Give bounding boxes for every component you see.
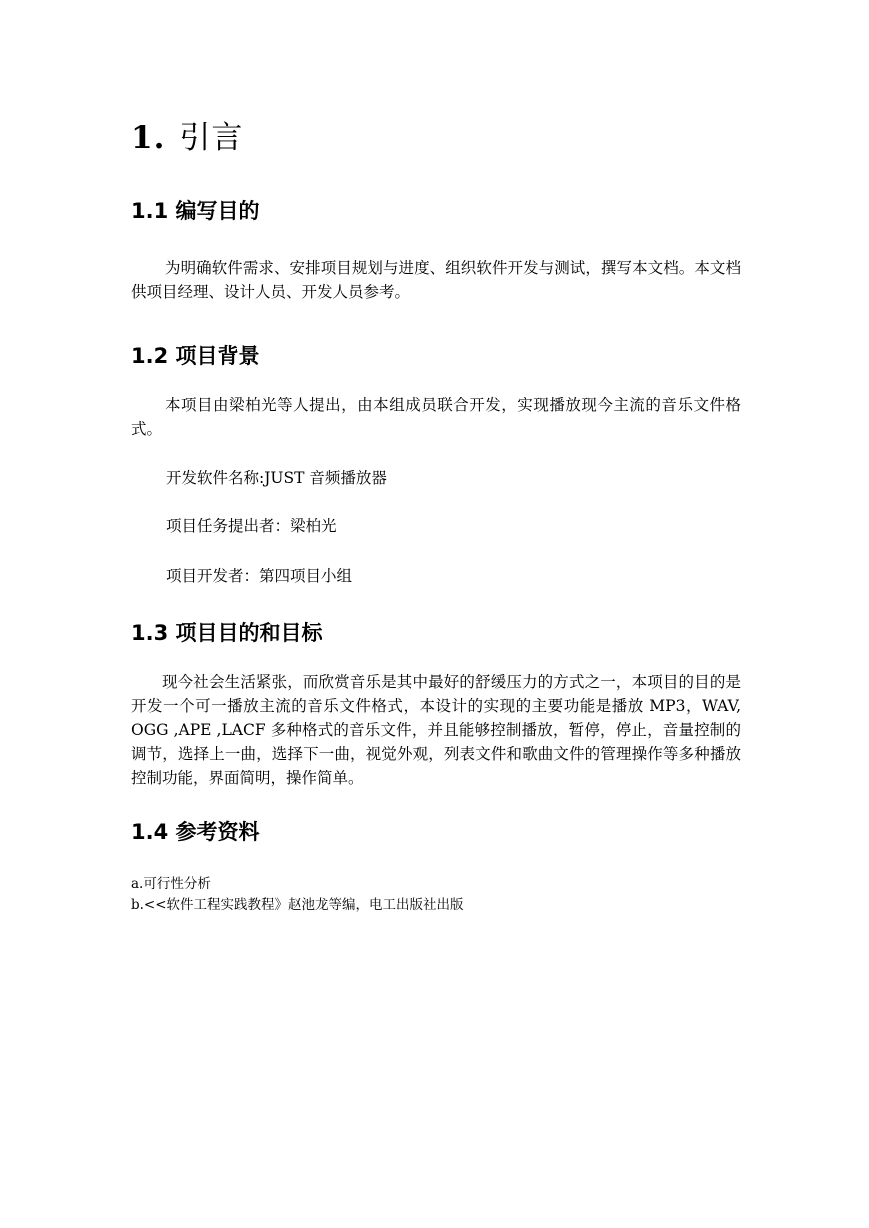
section-1-3-paragraph: 现今社会生活紧张，而欣赏音乐是其中最好的舒缓压力的方式之一，本项目的目的是开发一个可一播放主流的音乐文件格式，本设计的实现的主要功能是播放 MP3，WAV, OGG ,APE ,LACF 多种格式的音乐文件，并且能够控制播放，暂停，停止，音量控制的调节，选择上一曲，选择下一曲，视觉外观，列表文件和歌曲文件的管理操作等多种播放控制功能，界面简明，操作简单。: [131, 673, 741, 787]
software-name-line: 开发软件名称:JUST 音频播放器: [166, 469, 387, 487]
reference-item: b.<<软件工程实践教程》赵池龙等编，电工出版社出版: [131, 897, 464, 913]
section-1-2-paragraph: 本项目由梁柏光等人提出，由本组成员联合开发，实现播放现今主流的音乐文件格式。: [131, 396, 741, 438]
section-heading-1-4: 1.4 参考资料: [131, 820, 260, 844]
section-heading-1-1: 1.1 编写目的: [131, 199, 260, 223]
reference-item: a.可行性分析: [131, 876, 211, 892]
section-heading-1-3: 1.3 项目目的和目标: [131, 621, 323, 645]
section-1-1-paragraph: 为明确软件需求、安排项目规划与进度、组织软件开发与测试，撰写本文档。本文档供项目经理、设计人员、开发人员参考。: [131, 259, 741, 301]
task-proposer-line: 项目任务提出者：梁柏光: [166, 517, 337, 535]
chapter-number: 1.: [131, 120, 166, 156]
chapter-heading: [131, 112, 243, 157]
chapter-title: 引言: [179, 120, 244, 156]
developer-line: 项目开发者：第四项目小组: [166, 567, 353, 585]
section-heading-1-2: 1.2 项目背景: [131, 344, 260, 368]
